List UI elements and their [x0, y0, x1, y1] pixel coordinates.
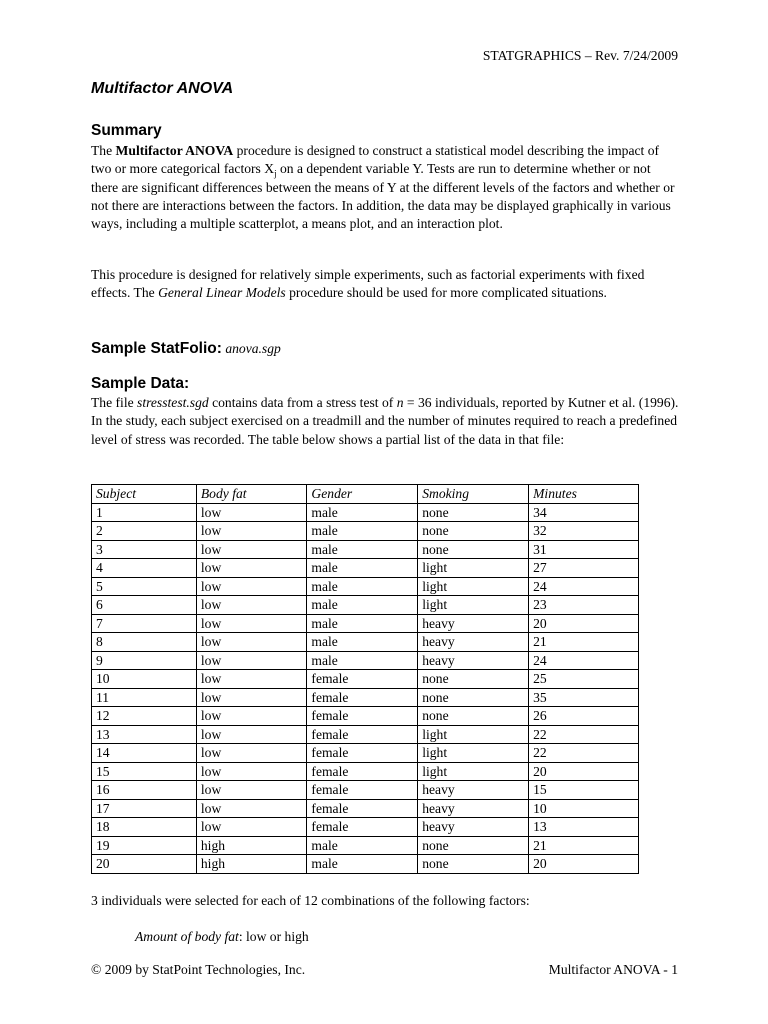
- table-cell: light: [418, 559, 529, 578]
- table-cell: 8: [92, 633, 197, 652]
- table-cell: none: [418, 707, 529, 726]
- table-cell: 11: [92, 688, 197, 707]
- table-cell: low: [196, 670, 307, 689]
- summary-p1-c: on a dependent variable Y. Tests are run to determine whether or not there are significant differences between the means of Y at the different levels of the factors and whether or not there are interactions between the factors. In addition, the data may be displayed graphically in various ways, including a multiple scatterplot, a means plot, and an interaction plot.: [91, 161, 675, 232]
- table-cell: 25: [529, 670, 639, 689]
- table-cell: high: [196, 855, 307, 874]
- footer-page-label: Multifactor ANOVA - 1: [548, 962, 678, 977]
- table-cell: male: [307, 836, 418, 855]
- table-cell: 16: [92, 781, 197, 800]
- table-header-cell: Subject: [92, 485, 197, 504]
- table-cell: low: [196, 633, 307, 652]
- sample-data-file: stresstest.sgd: [137, 395, 209, 410]
- table-cell: heavy: [418, 633, 529, 652]
- table-cell: 21: [529, 836, 639, 855]
- table-cell: 13: [92, 725, 197, 744]
- sample-data-p-c: = 36 individuals, reported by Kutner et al. (1996). In the study, each subject exercised on a treadmill and the number of minutes required to reach a predefined level of stress was recorded. The table below shows a partial list of the data in that file:: [91, 395, 679, 447]
- after-table-text: 3 individuals were selected for each of 12 combinations of the following factors:: [91, 893, 530, 908]
- table-cell: 22: [529, 744, 639, 763]
- statfolio-file: anova.sgp: [225, 341, 281, 356]
- factor-body-fat-value: : low or high: [238, 929, 309, 944]
- table-cell: female: [307, 725, 418, 744]
- table-cell: 18: [92, 818, 197, 837]
- table-cell: none: [418, 670, 529, 689]
- table-header-cell: Gender: [307, 485, 418, 504]
- summary-p1-b: procedure is designed to construct a statistical model describing the impact of two or more categorical factors X: [91, 143, 660, 177]
- table-cell: male: [307, 522, 418, 541]
- table-cell: low: [196, 744, 307, 763]
- table-cell: light: [418, 596, 529, 615]
- table-cell: 34: [529, 503, 639, 522]
- table-cell: none: [418, 836, 529, 855]
- table-cell: 27: [529, 559, 639, 578]
- table-cell: female: [307, 744, 418, 763]
- table-row: [92, 781, 639, 800]
- table-cell: high: [196, 836, 307, 855]
- sample-data-heading: Sample Data:: [91, 375, 190, 392]
- table-cell: light: [418, 744, 529, 763]
- table-cell: low: [196, 559, 307, 578]
- table-cell: low: [196, 540, 307, 559]
- summary-p1-a: The: [91, 143, 116, 158]
- table-cell: female: [307, 707, 418, 726]
- table-cell: low: [196, 799, 307, 818]
- table-row: [92, 633, 639, 652]
- table-row: [92, 744, 639, 763]
- table-row: [92, 818, 639, 837]
- table-row: [92, 540, 639, 559]
- table-cell: 15: [529, 781, 639, 800]
- table-cell: 14: [92, 744, 197, 763]
- table-header-cell: Minutes: [529, 485, 639, 504]
- table-cell: none: [418, 503, 529, 522]
- table-cell: low: [196, 503, 307, 522]
- footer-copyright-text: 2009 by StatPoint Technologies, Inc.: [101, 962, 306, 977]
- table-row: [92, 596, 639, 615]
- table-cell: 22: [529, 725, 639, 744]
- table-cell: female: [307, 781, 418, 800]
- table-cell: female: [307, 670, 418, 689]
- table-cell: male: [307, 503, 418, 522]
- summary-p2-italic: General Linear Models: [158, 285, 286, 301]
- table-cell: 5: [92, 577, 197, 596]
- table-cell: female: [307, 762, 418, 781]
- table-cell: 13: [529, 818, 639, 837]
- table-row: [92, 522, 639, 541]
- table-cell: low: [196, 781, 307, 800]
- summary-p1-sub: j: [274, 169, 277, 180]
- table-header-cell: Smoking: [418, 485, 529, 504]
- table-cell: 10: [92, 670, 197, 689]
- table-cell: male: [307, 577, 418, 596]
- table-cell: low: [196, 688, 307, 707]
- table-cell: 2: [92, 522, 197, 541]
- table-row: [92, 614, 639, 633]
- table-cell: light: [418, 577, 529, 596]
- table-cell: 24: [529, 651, 639, 670]
- table-cell: low: [196, 707, 307, 726]
- summary-p2-a: This procedure is designed for relatively simple experiments, such as factorial experiments with fixed effects. The: [91, 267, 645, 301]
- summary-p1-bold: Multifactor ANOVA: [115, 143, 234, 158]
- sample-data-p-b: contains data from a stress test of: [208, 395, 397, 410]
- table-cell: 7: [92, 614, 197, 633]
- table-cell: 32: [529, 522, 639, 541]
- table-cell: low: [196, 577, 307, 596]
- table-cell: 20: [529, 762, 639, 781]
- table-cell: male: [307, 540, 418, 559]
- table-cell: 12: [92, 707, 197, 726]
- data-table: [91, 484, 639, 874]
- table-cell: 6: [92, 596, 197, 615]
- table-cell: 4: [92, 559, 197, 578]
- table-cell: heavy: [418, 614, 529, 633]
- table-row: [92, 577, 639, 596]
- table-row: [92, 559, 639, 578]
- table-cell: none: [418, 540, 529, 559]
- table-cell: low: [196, 596, 307, 615]
- table-cell: 20: [529, 614, 639, 633]
- table-header-row: [92, 485, 639, 504]
- table-row: [92, 707, 639, 726]
- summary-p2-b: procedure should be used for more complicated situations.: [285, 285, 607, 301]
- table-cell: light: [418, 725, 529, 744]
- table-cell: 15: [92, 762, 197, 781]
- table-row: [92, 651, 639, 670]
- table-cell: female: [307, 688, 418, 707]
- table-cell: 20: [92, 855, 197, 874]
- table-cell: 9: [92, 651, 197, 670]
- table-cell: female: [307, 818, 418, 837]
- footer-copyright: [91, 961, 305, 979]
- table-cell: light: [418, 762, 529, 781]
- table-cell: low: [196, 651, 307, 670]
- table-row: [92, 836, 639, 855]
- table-cell: male: [307, 614, 418, 633]
- table-cell: 20: [529, 855, 639, 874]
- table-cell: 21: [529, 633, 639, 652]
- table-cell: none: [418, 855, 529, 874]
- table-row: [92, 799, 639, 818]
- summary-heading: Summary: [91, 122, 162, 139]
- table-row: [92, 762, 639, 781]
- sample-data-n: n: [396, 395, 404, 410]
- table-cell: 35: [529, 688, 639, 707]
- factor-body-fat: [135, 928, 309, 946]
- statfolio-line: [91, 340, 281, 358]
- table-cell: low: [196, 762, 307, 781]
- summary-paragraph-1: [91, 142, 681, 233]
- table-row: [92, 670, 639, 689]
- table-cell: heavy: [418, 651, 529, 670]
- table-cell: heavy: [418, 781, 529, 800]
- table-cell: low: [196, 522, 307, 541]
- table-cell: male: [307, 596, 418, 615]
- table-cell: 3: [92, 540, 197, 559]
- table-cell: male: [307, 651, 418, 670]
- table-row: [92, 855, 639, 874]
- table-cell: low: [196, 725, 307, 744]
- table-row: [92, 503, 639, 522]
- table-cell: 10: [529, 799, 639, 818]
- sample-data-p-a: The file: [91, 395, 138, 410]
- table-cell: low: [196, 614, 307, 633]
- table-body: [92, 503, 639, 873]
- table-cell: 1: [92, 503, 197, 522]
- table-cell: male: [307, 633, 418, 652]
- factor-body-fat-label: Amount of body fat: [135, 929, 239, 944]
- table-cell: 26: [529, 707, 639, 726]
- table-cell: 23: [529, 596, 639, 615]
- table-cell: 24: [529, 577, 639, 596]
- table-header-cell: Body fat: [196, 485, 307, 504]
- table-row: [92, 725, 639, 744]
- table-cell: none: [418, 688, 529, 707]
- table-cell: 17: [92, 799, 197, 818]
- table-cell: heavy: [418, 818, 529, 837]
- table-cell: low: [196, 818, 307, 837]
- table-cell: male: [307, 559, 418, 578]
- copyright-icon: ©: [91, 962, 102, 977]
- table-cell: 19: [92, 836, 197, 855]
- table-cell: none: [418, 522, 529, 541]
- summary-paragraph-2: [91, 266, 681, 303]
- table-row: [92, 688, 639, 707]
- table-cell: female: [307, 799, 418, 818]
- sample-data-paragraph: [91, 394, 681, 449]
- table-cell: 31: [529, 540, 639, 559]
- page-title: Multifactor ANOVA: [91, 80, 234, 97]
- page-header: STATGRAPHICS – Rev. 7/24/2009: [482, 48, 678, 63]
- table-cell: male: [307, 855, 418, 874]
- table-cell: heavy: [418, 799, 529, 818]
- statfolio-heading: Sample StatFolio:: [91, 340, 222, 357]
